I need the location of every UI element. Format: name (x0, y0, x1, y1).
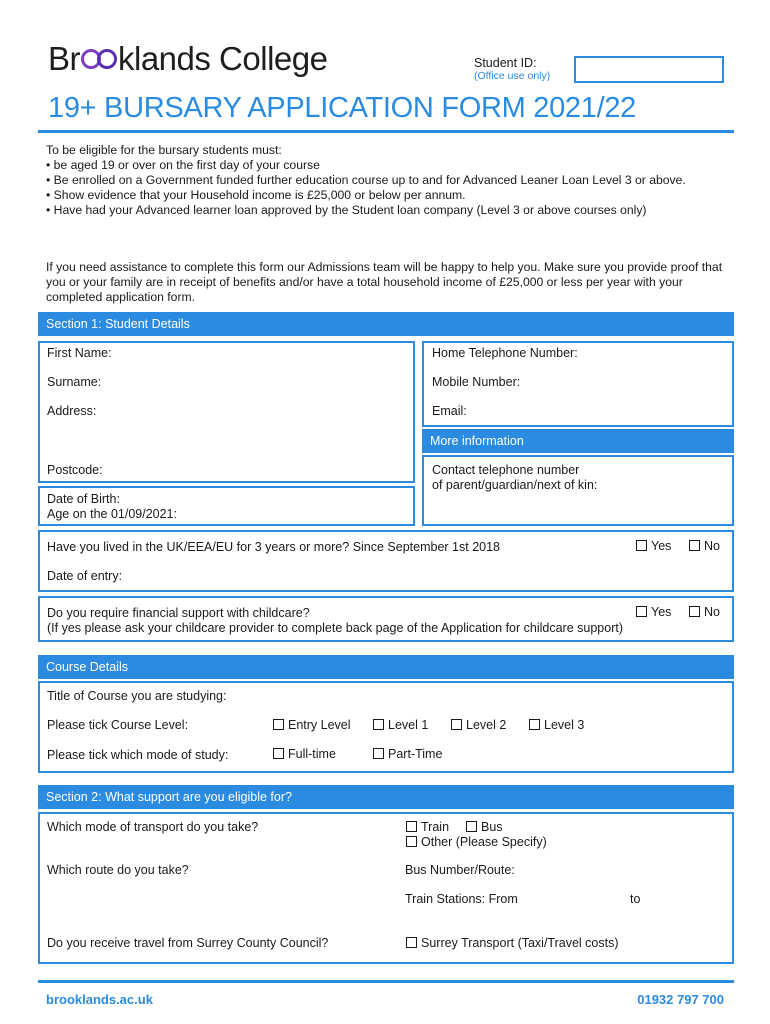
course-details-header: Course Details (38, 655, 734, 679)
level-1-option[interactable] (373, 718, 428, 732)
level-2-option[interactable] (451, 718, 506, 732)
checkbox-icon[interactable] (451, 719, 462, 730)
checkbox-icon[interactable] (636, 540, 647, 551)
route-question: Which route do you take? (47, 863, 189, 877)
uk-residency-question: Have you lived in the UK/EEA/EU for 3 years or more? Since September 1st 2018 (47, 540, 501, 554)
childcare-yes-option[interactable] (636, 605, 671, 619)
checkbox-icon[interactable] (373, 748, 384, 759)
section1-header: Section 1: Student Details (38, 312, 734, 336)
eligibility-heading: To be eligible for the bursary students must: (46, 143, 282, 157)
logo-text-end: klands College (118, 40, 328, 77)
eligibility-criteria (46, 143, 726, 218)
logo-rings-icon (81, 49, 117, 69)
transport-question: Which mode of transport do you take? (47, 820, 259, 834)
kin-contact-label-2: of parent/guardian/next of kin: (432, 478, 598, 492)
bus-route-label[interactable]: Bus Number/Route: (405, 863, 515, 877)
postcode-label[interactable]: Postcode: (47, 463, 103, 477)
surrey-question: Do you receive travel from Surrey County Council? (47, 936, 329, 950)
part-time-option[interactable] (373, 747, 442, 761)
date-of-entry-label[interactable]: Date of entry: (47, 569, 123, 583)
surname-label[interactable]: Surname: (47, 375, 102, 389)
train-label: Train (421, 820, 450, 834)
mobile-label[interactable]: Mobile Number: (432, 375, 521, 389)
student-id-field[interactable] (574, 56, 724, 83)
no-label: No (704, 539, 720, 553)
eligibility-bullet: • Have had your Advanced learner loan approved by the Student loan company (Level 3 or above courses only) (46, 203, 726, 218)
student-id-note: (Office use only) (474, 70, 551, 82)
logo-text-start: Br (48, 40, 80, 77)
checkbox-icon[interactable] (406, 821, 417, 832)
other-option[interactable] (406, 835, 547, 849)
level-label: Level 1 (388, 718, 429, 732)
bus-label: Bus (481, 820, 503, 834)
first-name-label[interactable]: First Name: (47, 346, 112, 360)
level-3-option[interactable] (529, 718, 584, 732)
age-label[interactable]: Age on the 01/09/2021: (47, 507, 177, 521)
address-label[interactable]: Address: (47, 404, 97, 418)
brooklands-logo (48, 40, 327, 78)
checkbox-icon[interactable] (689, 540, 700, 551)
checkbox-icon[interactable] (373, 719, 384, 730)
more-information-header: More information (422, 429, 734, 453)
bus-option[interactable] (466, 820, 503, 834)
phone-number: 01932 797 700 (637, 992, 724, 1007)
kin-contact-label-1[interactable]: Contact telephone number (432, 463, 580, 477)
yes-label: Yes (651, 539, 672, 553)
eligibility-bullet: • be aged 19 or over on the first day of your course (46, 158, 726, 173)
mode-label: Full-time (288, 747, 336, 761)
checkbox-icon[interactable] (406, 937, 417, 948)
childcare-no-option[interactable] (689, 605, 720, 619)
checkbox-icon[interactable] (273, 719, 284, 730)
yes-label: Yes (651, 605, 672, 619)
level-entry-option[interactable] (273, 718, 351, 732)
level-label: Level 3 (544, 718, 585, 732)
eligibility-bullet: • Be enrolled on a Government funded further education course up to and for Advanced Leaner Loan Level 3 or above. (46, 173, 726, 188)
checkbox-icon[interactable] (273, 748, 284, 759)
train-to-label[interactable]: to (630, 892, 641, 906)
level-label: Level 2 (466, 718, 507, 732)
website-link[interactable]: brooklands.ac.uk (46, 992, 153, 1007)
email-label[interactable]: Email: (432, 404, 467, 418)
checkbox-icon[interactable] (529, 719, 540, 730)
student-id-label: Student ID: (474, 56, 537, 70)
train-option[interactable] (406, 820, 449, 834)
course-title-label[interactable]: Title of Course you are studying: (47, 689, 227, 703)
study-mode-label: Please tick which mode of study: (47, 748, 229, 762)
dob-label[interactable]: Date of Birth: (47, 492, 120, 506)
no-label: No (704, 605, 720, 619)
footer-divider (38, 980, 734, 983)
uk-no-option[interactable] (689, 539, 720, 553)
course-level-label: Please tick Course Level: (47, 718, 189, 732)
uk-yes-option[interactable] (636, 539, 671, 553)
childcare-question: Do you require financial support with childcare? (47, 606, 310, 620)
form-title: 19+ BURSARY APPLICATION FORM 2021/22 (48, 92, 636, 124)
section2-header: Section 2: What support are you eligible for? (38, 785, 734, 809)
checkbox-icon[interactable] (689, 606, 700, 617)
home-telephone-label[interactable]: Home Telephone Number: (432, 346, 578, 360)
surrey-label: Surrey Transport (Taxi/Travel costs) (421, 936, 619, 950)
checkbox-icon[interactable] (636, 606, 647, 617)
level-label: Entry Level (288, 718, 351, 732)
childcare-note: (If yes please ask your childcare provider to complete back page of the Application for childcare support) (47, 621, 624, 635)
surrey-transport-option[interactable] (406, 936, 619, 950)
checkbox-icon[interactable] (406, 836, 417, 847)
checkbox-icon[interactable] (466, 821, 477, 832)
full-time-option[interactable] (273, 747, 336, 761)
train-from-label[interactable]: Train Stations: From (405, 892, 518, 906)
eligibility-bullet: • Show evidence that your Household income is £25,000 or below per annum. (46, 188, 726, 203)
title-divider (38, 130, 734, 133)
other-label: Other (Please Specify) (421, 835, 547, 849)
assistance-paragraph: If you need assistance to complete this form our Admissions team will be happy to help you. Make sure you provide proof that you or your family are in receipt of benefits and/or have a total household income of £25,000 or less per year with your completed application form. (46, 260, 723, 304)
mode-label: Part-Time (388, 747, 443, 761)
